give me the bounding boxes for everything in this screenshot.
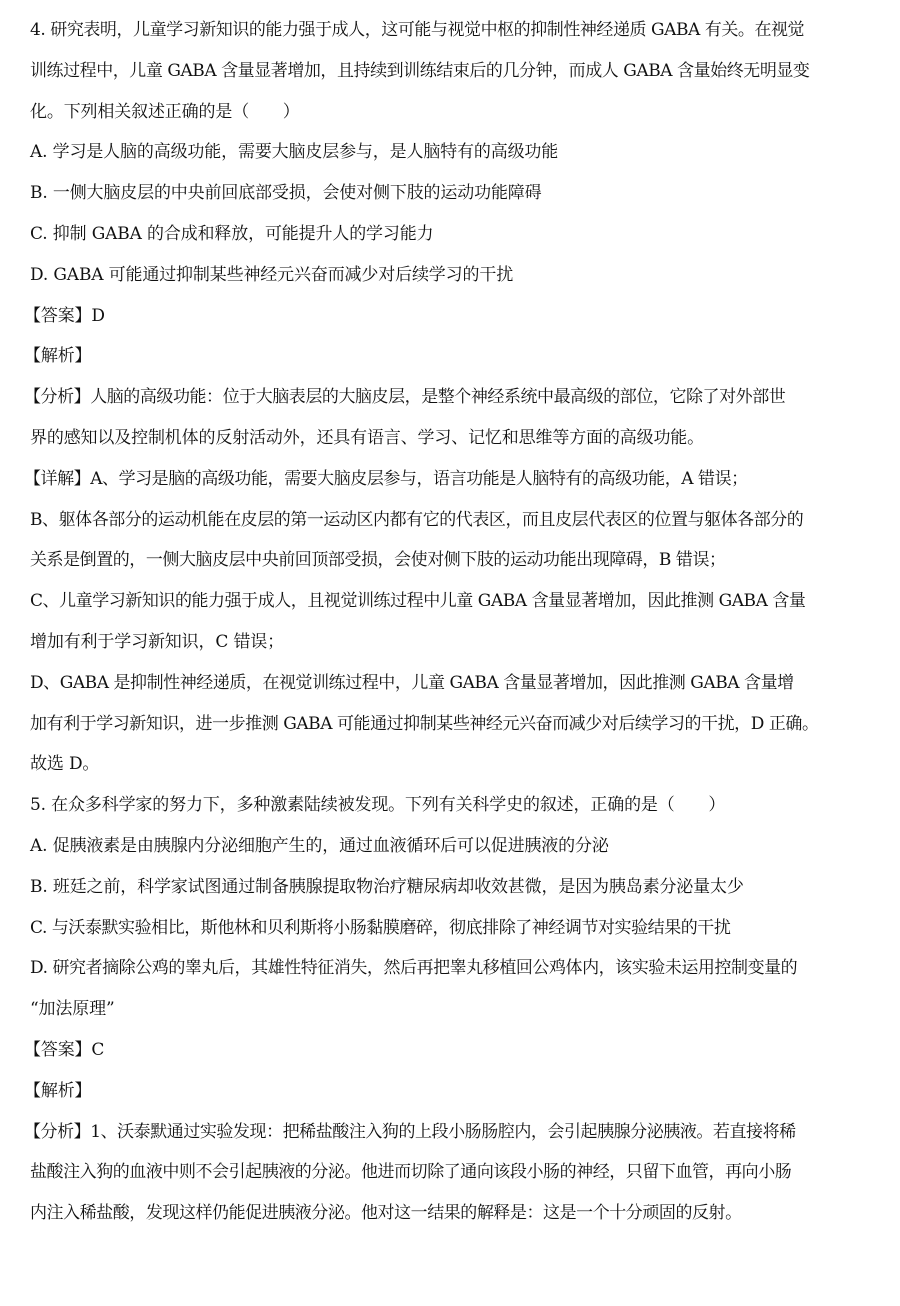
question-stem-line: 4. 研究表明，儿童学习新知识的能力强于成人，这可能与视觉中枢的抑制性神经递质 GABA 有关。在视觉 [30,20,805,40]
analysis-line: C、儿童学习新知识的能力强于成人，且视觉训练过程中儿童 GABA 含量显著增加，因此推测 GABA 含量 [30,591,806,612]
option-d: D. 研究者摘除公鸡的睾丸后，其雄性特征消失，然后再把睾丸移植回公鸡体内，该实验未运用控制变量的 [30,958,798,979]
option-c: C. 与沃泰默实验相比，斯他林和贝利斯将小肠黏膜磨碎，彻底排除了神经调节对实验结果的干扰 [30,917,731,938]
analysis-line: 【分析】1、沃泰默通过实验发现：把稀盐酸注入狗的上段小肠肠腔内，会引起胰腺分泌胰液。若直接将稀 [24,1121,796,1142]
option-b: B. 班廷之前，科学家试图通过制备胰腺提取物治疗糖尿病却收效甚微，是因为胰岛素分泌量太少 [30,876,744,897]
analysis-line: 加有利于学习新知识，进一步推测 GABA 可能通过抑制某些神经元兴奋而减少对后续学习的干扰，D 正确。 [30,713,819,734]
question-4 [24,10,880,785]
question-5 [24,785,880,1234]
analysis-line: 界的感知以及控制机体的反射活动外，还具有语言、学习、记忆和思维等方面的高级功能。 [30,427,704,448]
analysis-line: 关系是倒置的，一侧大脑皮层中央前回顶部受损，会使对侧下肢的运动功能出现障碍，B 错误； [30,550,726,571]
analysis-line: 【分析】人脑的高级功能：位于大脑表层的大脑皮层，是整个神经系统中最高级的部位，它除了对外部世 [24,387,786,408]
answer-line: 【答案】C [24,1039,105,1060]
question-stem-line: 训练过程中，儿童 GABA 含量显著增加，且持续到训练结束后的几分钟，而成人 GABA 含量始终无明显变 [30,60,810,81]
option-b: B. 一侧大脑皮层的中央前回底部受损，会使对侧下肢的运动功能障碍 [30,183,542,204]
option-d-continued: “加法原理” [30,999,115,1020]
document-page [24,10,880,1234]
analysis-heading: 【解析】 [24,346,92,367]
option-a: A. 促胰液素是由胰腺内分泌细胞产生的，通过血液循环后可以促进胰液的分泌 [30,835,609,856]
analysis-line: 【详解】A、学习是脑的高级功能，需要大脑皮层参与，语言功能是人脑特有的高级功能，A 错误； [24,468,748,489]
question-stem-line: 化。下列相关叙述正确的是（ ） [30,101,300,122]
analysis-line: B、躯体各部分的运动机能在皮层的第一运动区内都有它的代表区，而且皮层代表区的位置与躯体各部分的 [30,509,804,530]
option-c: C. 抑制 GABA 的合成和释放，可能提升人的学习能力 [30,223,434,244]
option-d: D. GABA 可能通过抑制某些神经元兴奋而减少对后续学习的干扰 [30,264,514,285]
answer-line: 【答案】D [24,305,105,326]
analysis-line: D、GABA 是抑制性神经递质，在视觉训练过程中，儿童 GABA 含量显著增加，因此推测 GABA 含量增 [30,672,794,693]
analysis-heading: 【解析】 [24,1080,92,1101]
option-a: A. 学习是人脑的高级功能，需要大脑皮层参与，是人脑特有的高级功能 [30,142,559,163]
question-stem-line: 5. 在众多科学家的努力下，多种激素陆续被发现。下列有关科学史的叙述，正确的是（ ） [30,795,726,816]
analysis-line: 盐酸注入狗的血液中则不会引起胰液的分泌。他进而切除了通向该段小肠的神经，只留下血管，再向小肠 [30,1162,792,1183]
analysis-line: 增加有利于学习新知识，C 错误； [30,631,285,652]
analysis-line: 内注入稀盐酸，发现这样仍能促进胰液分泌。他对这一结果的解释是：这是一个十分顽固的反射。 [30,1203,742,1224]
analysis-line: 故选 D。 [30,754,100,775]
